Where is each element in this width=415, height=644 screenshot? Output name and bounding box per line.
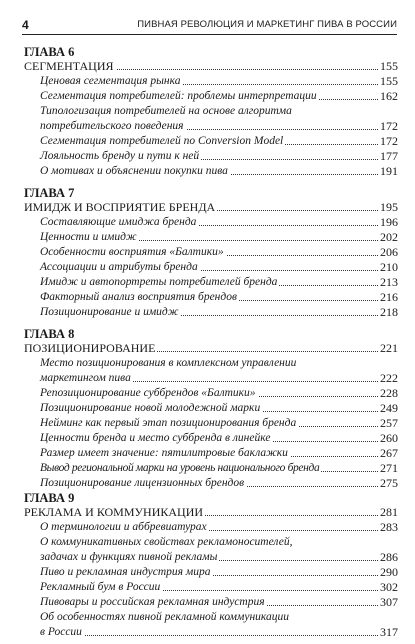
chapter-title-line bbox=[24, 505, 398, 520]
toc-entry-text: Позиционирование лицензионных брендов bbox=[40, 477, 245, 489]
toc-entry bbox=[24, 149, 398, 164]
toc-entry-text: О мотивах и объяснении покупки пива bbox=[40, 165, 228, 177]
page-ref: 221 bbox=[380, 341, 398, 355]
chapter-7 bbox=[24, 186, 398, 320]
chapter-9 bbox=[24, 491, 398, 640]
toc-entry bbox=[24, 119, 398, 134]
page-ref: 281 bbox=[380, 505, 398, 519]
toc-entry-text: Рекламный бум в России bbox=[40, 581, 161, 593]
toc-entry bbox=[24, 550, 398, 565]
toc-entry bbox=[24, 565, 398, 580]
toc-entry-text: Место позиционирования в комплексном управлении bbox=[40, 357, 297, 369]
chapter-label: ГЛАВА 9 bbox=[24, 491, 75, 505]
toc-entry-text: Факторный анализ восприятия брендов bbox=[40, 291, 237, 303]
toc-entry-text: Пивовары и российская рекламная индустрия bbox=[40, 596, 265, 608]
toc-entry bbox=[24, 595, 398, 610]
toc-entry-text: Ценовая сегментация рынка bbox=[40, 75, 181, 87]
page-ref: 257 bbox=[380, 416, 398, 430]
toc-entry-text: О терминологии и аббревиатурах bbox=[40, 521, 207, 533]
toc-entry bbox=[24, 305, 398, 320]
page-ref: 260 bbox=[380, 431, 398, 445]
page-ref: 228 bbox=[380, 386, 398, 400]
page-ref: 302 bbox=[380, 580, 398, 594]
page-ref: 283 bbox=[380, 520, 398, 534]
chapter-label: ГЛАВА 6 bbox=[24, 45, 75, 59]
toc-entry bbox=[24, 401, 398, 416]
chapter-title-line bbox=[24, 200, 398, 215]
page-ref: 249 bbox=[380, 401, 398, 415]
page-ref: 210 bbox=[380, 260, 398, 274]
chapter-label: ГЛАВА 8 bbox=[24, 327, 75, 341]
chapter-8 bbox=[24, 327, 398, 491]
toc-entry bbox=[24, 290, 398, 305]
chapter-title: ИМИДЖ И ВОСПРИЯТИЕ БРЕНДА bbox=[24, 200, 216, 214]
toc-entry bbox=[24, 416, 398, 431]
toc-entry bbox=[24, 580, 398, 595]
page-ref: 267 bbox=[380, 446, 398, 460]
toc-entry-text: О коммуникативных свойствах рекламоносителей, bbox=[40, 536, 293, 548]
toc-entry-text: Об особенностях пивной рекламной коммуникации bbox=[40, 611, 289, 623]
toc-entry-text: Репозиционирование суббрендов «Балтики» bbox=[40, 387, 256, 399]
chapter-title: ПОЗИЦИОНИРОВАНИЕ bbox=[24, 341, 156, 355]
page-ref: 172 bbox=[380, 134, 398, 148]
toc-entry-text: маркетингом пива bbox=[40, 372, 131, 384]
toc-entry-text: Ценности бренда и место суббренда в линейке bbox=[40, 432, 271, 444]
chapter-title: СЕГМЕНТАЦИЯ bbox=[24, 59, 114, 73]
page-ref: 317 bbox=[380, 625, 398, 639]
toc-entry-text: Типологизация потребителей на основе алгоритма bbox=[40, 105, 292, 117]
toc-entry bbox=[24, 245, 398, 260]
page-ref: 307 bbox=[380, 595, 398, 609]
page-ref: 216 bbox=[380, 290, 398, 304]
toc-entry bbox=[24, 461, 398, 476]
toc-entry bbox=[24, 164, 398, 179]
page-ref: 206 bbox=[380, 245, 398, 259]
toc-entry-first-line bbox=[24, 356, 398, 371]
page-ref: 196 bbox=[380, 215, 398, 229]
page-number: 4 bbox=[22, 18, 29, 32]
toc-entry bbox=[24, 520, 398, 535]
chapter-label: ГЛАВА 7 bbox=[24, 186, 75, 200]
toc-entry-text: Особенности восприятия «Балтики» bbox=[40, 246, 224, 258]
toc-entry-text: потребительского поведения bbox=[40, 120, 184, 132]
toc-entry-text: в России bbox=[40, 626, 82, 638]
page-ref: 155 bbox=[380, 74, 398, 88]
toc-entry-text: Позиционирование и имидж bbox=[40, 306, 179, 318]
page-ref: 222 bbox=[380, 371, 398, 385]
toc-entry bbox=[24, 476, 398, 491]
toc-entry-text: Сегментация потребителей по Conversion Model bbox=[40, 135, 284, 147]
toc-entry-first-line bbox=[24, 535, 398, 550]
toc-entry bbox=[24, 625, 398, 640]
chapter-title: РЕКЛАМА И КОММУНИКАЦИИ bbox=[24, 505, 204, 519]
page-ref: 218 bbox=[380, 305, 398, 319]
toc-entry bbox=[24, 431, 398, 446]
chapter-title-line bbox=[24, 59, 398, 74]
running-title: ПИВНАЯ РЕВОЛЮЦИЯ И МАРКЕТИНГ ПИВА В РОССИИ bbox=[137, 19, 397, 30]
toc-entry bbox=[24, 230, 398, 245]
toc-entry bbox=[24, 446, 398, 461]
toc-entry bbox=[24, 275, 398, 290]
toc-entry bbox=[24, 371, 398, 386]
page-ref: 213 bbox=[380, 275, 398, 289]
page-ref: 271 bbox=[380, 461, 398, 475]
toc-entry-text: Нейминг как первый этап позиционирования бренда bbox=[40, 417, 297, 429]
toc-entry bbox=[24, 215, 398, 230]
page-ref: 202 bbox=[380, 230, 398, 244]
toc-entry bbox=[24, 134, 398, 149]
page-ref: 275 bbox=[380, 476, 398, 490]
toc-entry-text: Позиционирование новой молодежной марки bbox=[40, 402, 261, 414]
toc-entry-text: Лояльность бренду и пути к ней bbox=[40, 150, 200, 162]
toc-entry-first-line bbox=[24, 104, 398, 119]
toc-entry-text: Ассоциации и атрибуты бренда bbox=[40, 261, 198, 273]
dot-leader bbox=[40, 635, 398, 636]
page-ref: 172 bbox=[380, 119, 398, 133]
toc-entry-text: Пиво и рекламная индустрия мира bbox=[40, 566, 211, 578]
toc-entry bbox=[24, 260, 398, 275]
chapter-6 bbox=[24, 45, 398, 179]
page-ref: 155 bbox=[380, 59, 398, 73]
page-ref: 290 bbox=[380, 565, 398, 579]
page-header bbox=[22, 18, 397, 35]
toc-entry bbox=[24, 386, 398, 401]
toc-entry-text: Ценности и имидж bbox=[40, 231, 137, 243]
toc-entry-text: задачах и функциях пивной рекламы bbox=[40, 551, 218, 563]
chapter-title-line bbox=[24, 341, 398, 356]
page-ref: 162 bbox=[380, 89, 398, 103]
page-ref: 286 bbox=[380, 550, 398, 564]
toc-entry-text: Размер имеет значение: пятилитровые баклажки bbox=[40, 447, 288, 459]
toc-entry-first-line bbox=[24, 610, 398, 625]
toc-entry-text: Вывод региональной марки на уровень национального бренда bbox=[40, 462, 320, 474]
toc-entry-text: Сегментация потребителей: проблемы интерпретации bbox=[40, 90, 317, 102]
page-ref: 191 bbox=[380, 164, 398, 178]
toc-entry-text: Имидж и автопортреты потребителей бренда bbox=[40, 276, 278, 288]
toc-entry-text: Составляющие имиджа бренда bbox=[40, 216, 197, 228]
page-ref: 177 bbox=[380, 149, 398, 163]
toc-entry bbox=[24, 74, 398, 89]
page-ref: 195 bbox=[380, 200, 398, 214]
toc-entry bbox=[24, 89, 398, 104]
